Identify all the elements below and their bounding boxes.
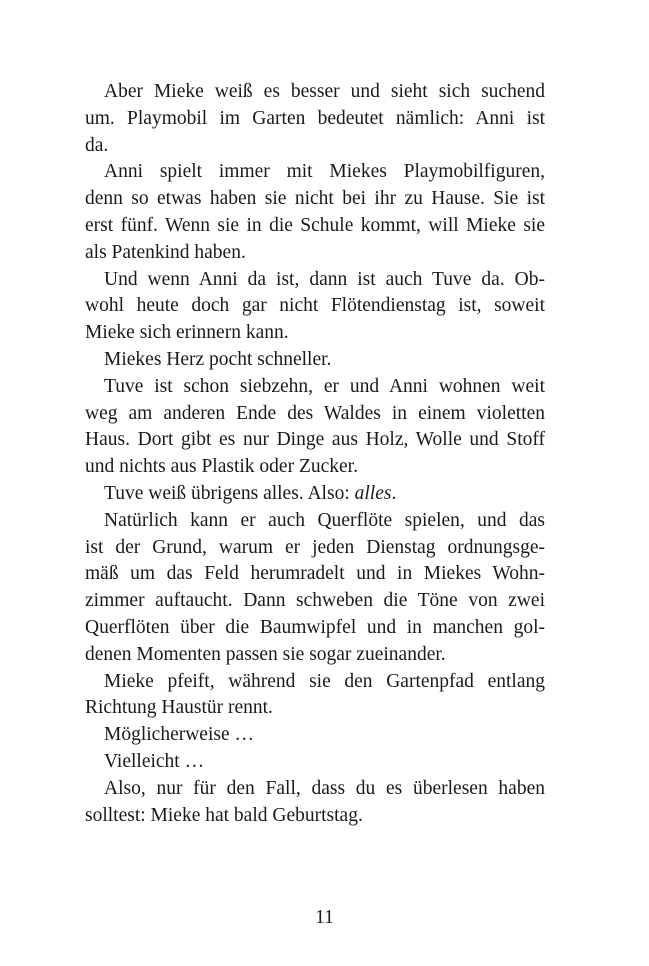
text-line: mäß um das Feld herumradelt und in Miekes Wohn- — [85, 563, 545, 585]
text-line: zimmer auftaucht. Dann schweben die Töne von zwei — [85, 590, 545, 612]
paragraph — [85, 722, 545, 749]
paragraph — [85, 749, 545, 776]
text-line: Möglicherweise … — [104, 724, 255, 746]
text-line — [85, 481, 545, 508]
text-line: Haus. Dort gibt es nur Dinge aus Holz, Wolle und Stoff — [85, 429, 545, 451]
paragraph — [85, 79, 545, 159]
paragraph — [85, 267, 545, 347]
page-number: 11 — [315, 907, 334, 928]
text-line: Also, nur für den Fall, dass du es überlesen haben — [104, 777, 545, 799]
paragraph — [85, 481, 545, 508]
emphasized-word: alles — [354, 482, 392, 504]
text-line: Und wenn Anni da ist, dann ist auch Tuve da. Ob- — [104, 268, 545, 290]
text-line: Querflöten über die Baumwipfel und in manchen gol- — [85, 616, 545, 638]
text-line: wohl heute doch gar nicht Flötendienstag ist, soweit — [85, 295, 545, 317]
paragraph — [85, 347, 545, 374]
text-segment: . — [391, 482, 397, 504]
text-line: Tuve ist schon siebzehn, er und Anni wohnen weit — [104, 375, 545, 397]
text-line: Vielleicht … — [104, 750, 205, 772]
text-line: Aber Mieke weiß es besser und sieht sich suchend — [104, 81, 545, 102]
text-line: denen Momenten passen sie sogar zueinander. — [85, 643, 446, 665]
text-line: Miekes Herz pocht schneller. — [104, 348, 332, 370]
text-line: Mieke pfeift, während sie den Gartenpfad entlang — [104, 670, 545, 692]
text-line: ist der Grund, warum er jeden Dienstag ordnungsge- — [85, 536, 545, 558]
paragraph — [85, 669, 545, 723]
paragraph — [85, 374, 545, 481]
paragraph — [85, 776, 545, 830]
text-line: solltest: Mieke hat bald Geburtstag. — [85, 804, 363, 826]
text-line: da. — [85, 134, 109, 156]
text-line: Mieke sich erinnern kann. — [85, 322, 289, 344]
text-line: um. Playmobil im Garten bedeutet nämlich: Anni ist — [85, 107, 545, 129]
text-line: weg am anderen Ende des Waldes in einem violetten — [85, 402, 545, 424]
paragraph — [85, 159, 545, 266]
text-line: als Patenkind haben. — [85, 241, 246, 263]
text-line: und nichts aus Plastik oder Zucker. — [85, 456, 358, 478]
text-segment: Tuve weiß übrigens alles. Also: — [104, 482, 355, 504]
text-line: Anni spielt immer mit Miekes Playmobilfiguren, — [104, 161, 545, 183]
paragraph — [85, 508, 545, 669]
text-line: erst fünf. Wenn sie in die Schule kommt, will Mieke sie — [85, 214, 545, 236]
book-page-text — [85, 79, 545, 829]
text-line: Natürlich kann er auch Querflöte spielen, und das — [104, 509, 545, 531]
text-line: Richtung Haustür rennt. — [85, 697, 273, 719]
text-line: denn so etwas haben sie nicht bei ihr zu Hause. Sie ist — [85, 188, 545, 210]
